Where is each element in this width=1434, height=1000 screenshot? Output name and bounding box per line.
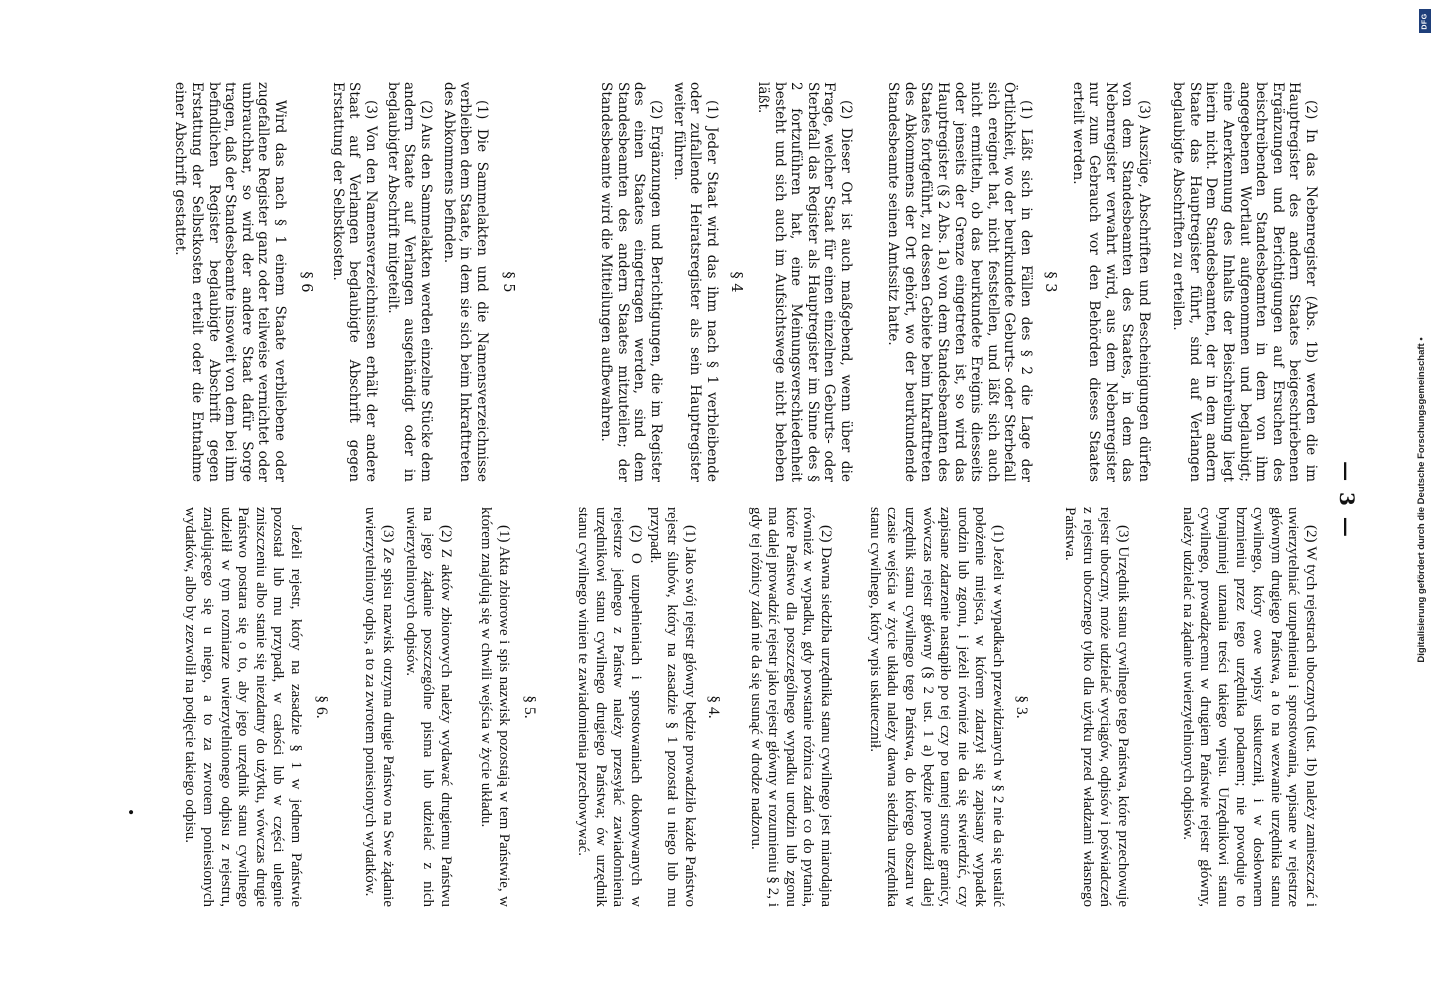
german-section6-paragraph1: Wird das nach § 1 einem Staate verbliebene oder zugefallene Register ganz oder teilweise vernichtet oder unbrauchbar, so wird der andere Staat dafür Sorge tragen, daß der Standesbeamte insoweit von dem bei ihm befindlichen Register beglaubigte Abschrift gegen Erstattung der Selbstkosten erteilt oder die Entnahme einer Abschrift gestattet. — [172, 82, 288, 482]
german-section-heading-3: § 3 — [1042, 271, 1058, 293]
dfg-logo — [1419, 9, 1431, 33]
polish-section3-paragraph1: (1) Jeżeli w wypadkach przewidzianych w § 2 nie da się ustalić położenie miejsca, w którem zdarzył się zapisany wypadek urodzin lub zgonu, i jeżeli również nie da się stwierdzić, czy zapisane zdarzenie nastąpiło po tej czy po tamtej stronie granicy, wówczas rejestr główny (§ 2 ust. 1 a) będzie prowadził dalej urzędnik stanu cywilnego tego Państwa, do którego obszaru w czasie wejścia w życie układu należy dawna siedziba urzędnika stanu cywilnego, który wpis uskutecznił. — [866, 507, 1006, 907]
digitization-credit: Digitalisierung gefördert durch die Deutsche Forschungsgemeinschaft • — [1416, 337, 1427, 663]
polish-section4-paragraph1: (1) Jako swój rejestr główny będzie prowadziło każde Państwo rejestr ślubów, który na zasadzie § 1 pozostał u niego lub mu przypadł. — [646, 507, 698, 907]
polish-section5-paragraph1: (1) Akta zbiorowe i spis nazwisk pozostają w tem Państwie, w którem znajdują się w chwili wejścia w życie układu. — [478, 507, 512, 907]
stray-mark: • — [122, 808, 138, 817]
german-section-heading-6: § 6 — [298, 271, 314, 293]
german-section-heading-5: § 5 — [500, 271, 516, 293]
german-section2-paragraph3: (3) Auszüge, Abschriften und Bescheinigungen dürfen von dem Standesbeamten des Staates, in dem das Nebenregister verwahrt wird, aus dem Nebenregister nur zum Gebrauch vor den Behörden dieses Staates erteilt werden. — [1069, 82, 1152, 482]
german-section5-paragraph1: (1) Die Sammelakten und die Namensverzeichnisse verbleiben dem Staate, in dem sie sich beim Inkrafttreten des Abkommens befinden. — [440, 82, 490, 482]
polish-section6-paragraph1: Jeżeli rejestr, który na zasadzie § 1 w jednem Państwie pozostał lub mu przypadł, w całości lub w części ulegnie zniszczeniu albo stanie się niezdatny do użytku, wówczas drugie Państwo postara się o to, aby jego urzędnik stanu cywilnego udzielił w tym rozmiarze uwierzytelnionego odpisu z rejestru, znajdującego się u niego, a to za zwrotem poniesionych wydatków, albo by zezwolił na podjęcie takiego odpisu. — [182, 507, 304, 907]
polish-section3-paragraph2: (2) Dawna siedziba urzędnika stanu cywilnego jest miarodajna również w wypadku, gdy powstanie różnica zdań co do pytania, które Państwo dla poszczególnego wypadku urodzin lub zgonu ma dalej prowadzić rejestr jako rejestr główny w rozumieniu § 2, i gdy tej różnicy zdań nie da się usunąć w drodze nadzoru. — [747, 507, 834, 907]
german-section3-paragraph1: (1) Läßt sich in den Fällen des § 2 die Lage der Örtlichkeit, wo der beurkundete Geburts- oder Sterbefall sich ereignet hat, nicht feststellen, und läßt sich auch nicht ermitteln, ob das beurkundete Ereignis diesseits oder jenseits der Grenze eingetreten ist, so wird das Hauptregister (§ 2 Abs. 1a) von dem Standesbeamten des Staates fortgeführt, zu dessen Gebiete beim Inkrafttreten des Abkommens der Ort gehört, wo der beurkundende Standesbeamte seinen Amtssitz hatte. — [885, 82, 1034, 482]
polish-section-heading-5: § 5. — [521, 695, 538, 719]
german-section3-paragraph2: (2) Dieser Ort ist auch maßgebend, wenn über die Frage, welcher Staat für einen einzelnen Geburts- oder Sterbefall das Register als Hauptregister im Sinne des § 2 fortzuführen hat, eine Meinungsverschiedenheit besteht und sich auch im Aufsichtswege nicht beheben läßt. — [755, 82, 854, 482]
polish-section-heading-4: § 4. — [705, 695, 722, 719]
polish-section-heading-6: § 6. — [313, 695, 330, 719]
german-section4-paragraph1: (1) Jeder Staat wird das ihm nach § 1 verbleibende oder zufallende Heiratsregister als sein Hauptregister weiter führen. — [670, 82, 720, 482]
german-section-heading-4: § 4 — [728, 271, 744, 293]
polish-section2-paragraph2: (2) W tych rejestrach ubocznych (ust. 1b) należy zamieszczać i uwierzytelniać uzupełnienia i sprostowania, wpisane w rejestrze głównym drugiego Państwa, a to na wezwanie urzędnika stanu cywilnego, który owe wpisy uskutecznił, i w dosłownem brzmieniu przez tego urzędnika podanem; nie powoduje to bynajmniej uznania treści takiego wpisu. Urzędnikowi stanu cywilnego, prowadzącemu w drugiem Państwie rejestr główny, należy udzielać na żądanie uwierzytelnionych odpisów. — [1179, 507, 1319, 907]
dfg-logo-text: DFG — [1421, 12, 1429, 30]
german-section5-paragraph3: (3) Von den Namensverzeichnissen erhält der andere Staat auf Verlangen beglaubigte Abschrift gegen Erstattung der Selbstkosten. — [329, 82, 379, 482]
german-section5-paragraph2: (2) Aus den Sammelakten werden einzelne Stücke dem andern Staate auf Verlangen ausgehändigt oder in beglaubigter Abschrift mitgeteilt. — [384, 82, 434, 482]
polish-section-heading-3: § 3. — [1013, 695, 1030, 719]
german-section2-paragraph2: (2) In das Nebenregister (Abs. 1b) werden die im Hauptregister des andern Staates beigeschriebenen Ergänzungen und Berichtigungen auf Ersuchen des beischreibenden Standesbeamten in dem von ihm angegebenen Wortlaut aufgenommen und beglaubigt; eine Anerkennung des Inhalts der Beischreibung liegt hierin nicht. Dem Standesbeamten, der in dem andern Staate das Hauptregister führt, sind auf Verlangen beglaubigte Abschriften zu erteilen. — [1170, 82, 1319, 482]
german-section4-paragraph2: (2) Ergänzungen und Berichtigungen, die im Register des einen Staates eingetragen werden, sind dem Standesbeamten des andern Staates mitzuteilen; der Standesbeamte wird die Mitteilungen aufbewahren. — [598, 82, 664, 482]
polish-section2-paragraph3: (3) Urzędnik stanu cywilnego tego Państwa, które przechowuje rejestr uboczny, może udzielać wyciągów, odpisów i poświadczeń z rejestru ubocznego tylko dla użytku przed władzami własnego Państwa. — [1062, 507, 1131, 907]
polish-section5-paragraph2: (2) Z aktów zbiorowych należy wydawać drugiemu Państwu na jego żądanie poszczególne pisma lub udzielać z nich uwierzytelnionych odpisów. — [402, 507, 454, 907]
polish-section5-paragraph3: (3) Ze spisu nazwisk otrzyma drugie Państwo na Swe żądanie uwierzytelniony odpis, a to za zwrotem poniesionych wydatków. — [362, 507, 396, 907]
polish-section4-paragraph2: (2) O uzupełnieniach i sprostowaniach dokonywanych w rejestrze jednego z Państw należy przesyłać zawiadomienia urzędnikowi stanu cywilnego drugiego Państwa; ów urzędnik stanu cywilnego winien te zawiadomienia przechowywać. — [575, 507, 644, 907]
page-number: — 3 — — [1335, 461, 1359, 539]
